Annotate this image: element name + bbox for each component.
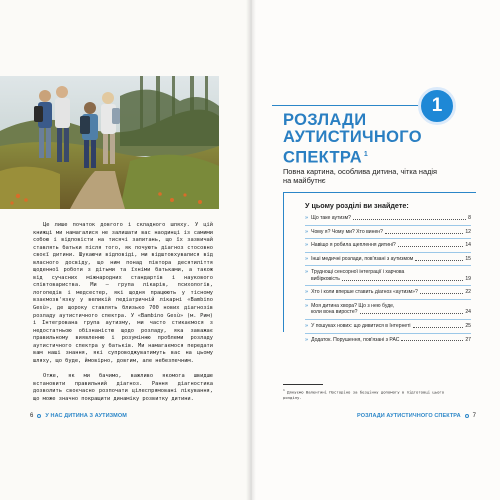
contents-item-text: Труднощі сенсорної інтеграції і харчова [311,269,405,276]
contents-item-page: 22 [465,289,471,296]
paragraph-1: Це лише початок довгого і складного шляху. У цій книжці ми намагалися не залишати вас наодинці із самими собою і відповісти на тисячі запитань, що їх зазвичай ставлять батьки після того, як почують діагноз стосовно своєї дитини. Шукаючи відповіді, ми відштовхувалися від власного досвіду, що ним понад півтора десятиліття щоденної роботи з дітьми та їхніми батьками, а також від сучасних міжнародних стандартів і наукового співтовариства. Ми — група лікарів, психологів, логопедів і медсестер, які щодня працюють у тісному взаємозв'язку у великій педіатричній лікарні «Bambino Gesù», де щороку ставлять близько 700 нових діагнозів розладу аутистичного спектра. У «Bambino Gesù» (м. Рим) і Інтегрована група аутизму, ми часто стикаємося з недостатньою обізнаністю щодо розладу, яка заважає правильному виявленню і розумінню проблеми розладу аутистичного спектра у батьків. Ми намагаємося передати вам наші знання, які супроводжуватимуть вас на цьому шляху, що буде, ймовірно, довгим, але небезпечним. [33,222,213,364]
left-body-text [33,222,213,404]
bullet-icon: » [305,289,309,296]
running-head-left: У НАС ДИТИНА З АУТИЗМОМ [45,413,127,419]
chapter-number-badge [418,87,456,125]
contents-item [305,337,471,347]
contents-item-text: У пошуках нових: що дивитися в Інтернеті [311,322,411,329]
contents-item [305,242,471,252]
contents-item-row [305,276,471,282]
contents-item [305,323,471,333]
contents-divider [305,265,471,266]
contents-item-text: Навіщо я робила щеплення дитині? [311,242,396,249]
contents-item-page: 15 [465,255,471,262]
dot-leader [415,260,463,261]
running-head-right: РОЗЛАДИ АУТИСТИЧНОГО СПЕКТРА [357,413,461,419]
contents-divider [305,285,471,286]
footnote-number: 1 [283,388,285,392]
footnote-mark: 1 [363,151,369,158]
dot-leader [413,327,464,328]
contents-item-text-cont: вибірковість [311,275,340,282]
contents-item-row [305,337,471,343]
chapter-title [283,111,422,167]
bullet-icon: » [305,215,309,221]
contents-item-row [305,256,471,262]
contents-item [305,215,471,225]
contents-divider [305,299,471,300]
contents-item-row [305,242,471,248]
contents-item-page: 24 [465,309,471,316]
bullet-icon: » [305,322,309,329]
contents-item-text: Що таке аутизм? [311,215,351,221]
contents-divider [305,238,471,239]
dot-leader [353,219,466,220]
dot-leader [342,280,463,281]
contents-divider [305,319,471,320]
dot-leader [360,313,464,314]
circle-icon [37,414,41,418]
contents-list [305,215,471,346]
page-number-right: 7 [472,413,476,419]
contents-item-row [305,229,471,235]
contents-item-row [305,215,471,221]
contents-item-text: Моя дитина хвора? Що з нею буде, [311,302,395,309]
dot-leader [420,293,464,294]
contents-item-text-cont: коли вона виросте? [311,309,358,316]
contents-item-row [305,309,471,315]
dot-leader [401,340,463,341]
right-footer [357,413,476,419]
hikers-photo [0,76,219,209]
contents-item [305,229,471,239]
page-number-left: 6 [30,413,34,419]
book-gutter [246,0,256,500]
contents-item-text: Хто і коли вперше ставить діагноз «аутизм»? [311,289,418,296]
contents-item [305,269,471,285]
contents-item-row [305,323,471,329]
contents-item-page: 8 [468,215,471,221]
contents-divider [305,225,471,226]
contents-item-page: 12 [465,228,471,235]
contents-item-text: Інші медичні розлади, пов'язані з аутизмом [311,255,414,262]
chapter-title-text: РОЗЛАДИ АУТИСТИЧНОГО СПЕКТРА [283,111,422,167]
contents-heading: У цьому розділі ви знайдете: [305,201,409,210]
contents-item-page: 19 [465,275,471,282]
contents-item-page: 14 [465,242,471,249]
left-footer [30,413,127,419]
bullet-icon: » [305,336,309,343]
bullet-icon: » [305,255,309,262]
contents-item [305,289,471,299]
bullet-icon: » [305,302,309,309]
contents-item [305,256,471,266]
chapter-rule [272,105,422,106]
contents-item-row [305,289,471,295]
contents-item-text: Додаток. Порушення, пов'язані з РАС [311,336,400,343]
contents-divider [305,252,471,253]
chapter-number: 1 [431,95,443,116]
dot-leader [385,233,463,234]
footnote-text: Дякуємо Валентині Посторіно за безцінну допомогу в підготовці цього розділу. [283,389,445,400]
chapter-subtitle: Повна картина, особлива дитина, чітка надія на майбутнє [283,167,438,185]
contents-item-page: 25 [465,322,471,329]
contents-divider [305,333,471,334]
hikers-photo-image [0,76,219,209]
footnote [283,388,448,400]
contents-item-text: Чому я? Чому ми? Хто винен? [311,228,383,235]
circle-icon [465,414,469,418]
contents-item-page: 27 [465,336,471,343]
bullet-icon: » [305,228,309,235]
paragraph-2: Отже, як ми бачимо, важливо якомога швидше встановити правильний діагноз. Рання діагностика дозволить своєчасно розпочати цілеспрямовані лікування, що може значно покращити динаміку розвитку дитини. [33,373,213,403]
dot-leader [398,246,464,247]
footnote-rule [283,384,323,385]
bullet-icon: » [305,269,309,276]
contents-item [305,303,471,319]
bullet-icon: » [305,242,309,249]
